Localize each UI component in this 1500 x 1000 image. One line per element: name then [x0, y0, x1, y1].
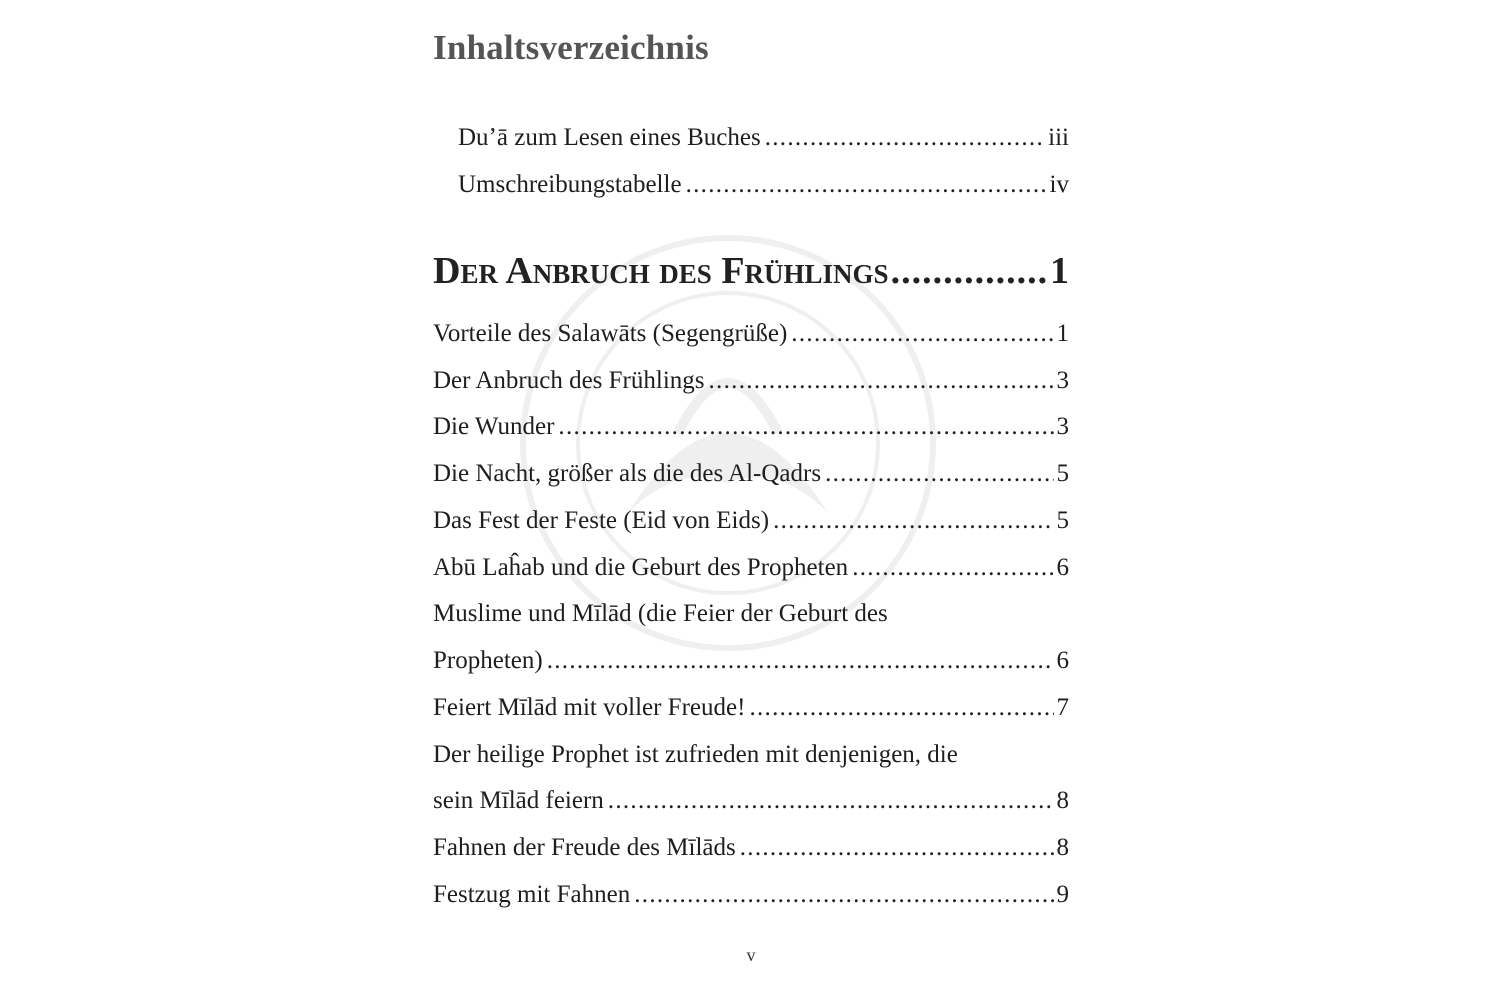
- toc-entry-page: iv: [1049, 171, 1069, 198]
- toc-entry[interactable]: [433, 878, 1069, 912]
- dot-leader: [891, 248, 1046, 294]
- toc-entry[interactable]: [433, 551, 1069, 585]
- toc-entry-transliteration-table[interactable]: [458, 168, 1069, 202]
- dot-leader: [547, 644, 1054, 678]
- toc-entry[interactable]: [433, 691, 1069, 725]
- toc-entry-wrapped-line1[interactable]: [433, 597, 1069, 631]
- toc-entry-wrapped-line2[interactable]: [433, 644, 1069, 678]
- toc-entry-page: 1: [1056, 320, 1069, 347]
- toc-entry[interactable]: [433, 504, 1069, 538]
- toc-entry-page: 5: [1056, 507, 1069, 534]
- toc-entry-dua[interactable]: [458, 121, 1069, 155]
- toc-entry[interactable]: [433, 364, 1069, 398]
- toc-entry-title: Festzug mit Fahnen: [433, 881, 631, 908]
- toc-entry-page: 5: [1056, 460, 1069, 487]
- toc-entry-page: 6: [1056, 647, 1069, 674]
- toc-entry-title: Das Fest der Feste (Eid von Eids): [433, 507, 770, 534]
- dot-leader: [749, 691, 1053, 725]
- toc-entry-title: Feiert Mīlād mit voller Freude!: [433, 694, 746, 721]
- toc-entry-title: Umschreibungstabelle: [458, 171, 682, 198]
- dot-leader: [558, 410, 1053, 444]
- toc-entry-title: Abū Laĥab und die Geburt des Propheten: [433, 554, 849, 581]
- toc-entry[interactable]: [433, 457, 1069, 491]
- toc-entry-page: 3: [1056, 413, 1069, 440]
- toc-entry[interactable]: [433, 831, 1069, 865]
- toc-entry-title: Vorteile des Salawāts (Segengrüße): [433, 320, 788, 347]
- toc-entry-title: Die Nacht, größer als die des Al-Qadrs: [433, 460, 822, 487]
- toc-entry-page: 3: [1056, 367, 1069, 394]
- dot-leader: [608, 784, 1054, 818]
- dot-leader: [773, 504, 1053, 538]
- dot-leader: [791, 317, 1053, 351]
- toc-entry-wrapped-line1[interactable]: [433, 738, 1069, 772]
- toc-entry-title: Duʼā zum Lesen eines Buches: [458, 124, 761, 151]
- toc-entry-page: 7: [1056, 694, 1069, 721]
- toc-entry-page: iii: [1048, 124, 1069, 151]
- toc-entry-page: 6: [1056, 554, 1069, 581]
- chapter-title: Der Anbruch des Frühlings: [433, 250, 889, 292]
- chapter-page: 1: [1050, 250, 1069, 292]
- page-number: v: [746, 945, 756, 965]
- toc-entry[interactable]: [433, 410, 1069, 444]
- toc-entry[interactable]: [433, 317, 1069, 351]
- toc-chapter-heading[interactable]: [433, 248, 1069, 294]
- toc-entry-title: Der heilige Prophet ist zufrieden mit denjenigen, die: [433, 741, 958, 768]
- toc-entry-title: sein Mīlād feiern: [433, 787, 604, 814]
- book-page: [433, 0, 1069, 1000]
- dot-leader: [709, 364, 1054, 398]
- dot-leader: [740, 831, 1054, 865]
- dot-leader: [634, 878, 1053, 912]
- toc-entry-title: Der Anbruch des Frühlings: [433, 367, 705, 394]
- toc-entry-title: Fahnen der Freude des Mīlāds: [433, 834, 736, 861]
- dot-leader: [765, 121, 1045, 155]
- dot-leader: [825, 457, 1053, 491]
- toc-entry-title: Propheten): [433, 647, 543, 674]
- toc-entry-title: Muslime und Mīlād (die Feier der Geburt des: [433, 600, 888, 627]
- toc-entry-page: 8: [1056, 834, 1069, 861]
- dot-leader: [852, 551, 1053, 585]
- toc-entry-page: 8: [1056, 787, 1069, 814]
- toc-entry-page: 9: [1056, 881, 1069, 908]
- toc-entry-title: Die Wunder: [433, 413, 555, 440]
- dot-leader: [686, 168, 1047, 202]
- toc-entry-wrapped-line2[interactable]: [433, 784, 1069, 818]
- toc-heading: Inhaltsverzeichnis: [433, 28, 709, 67]
